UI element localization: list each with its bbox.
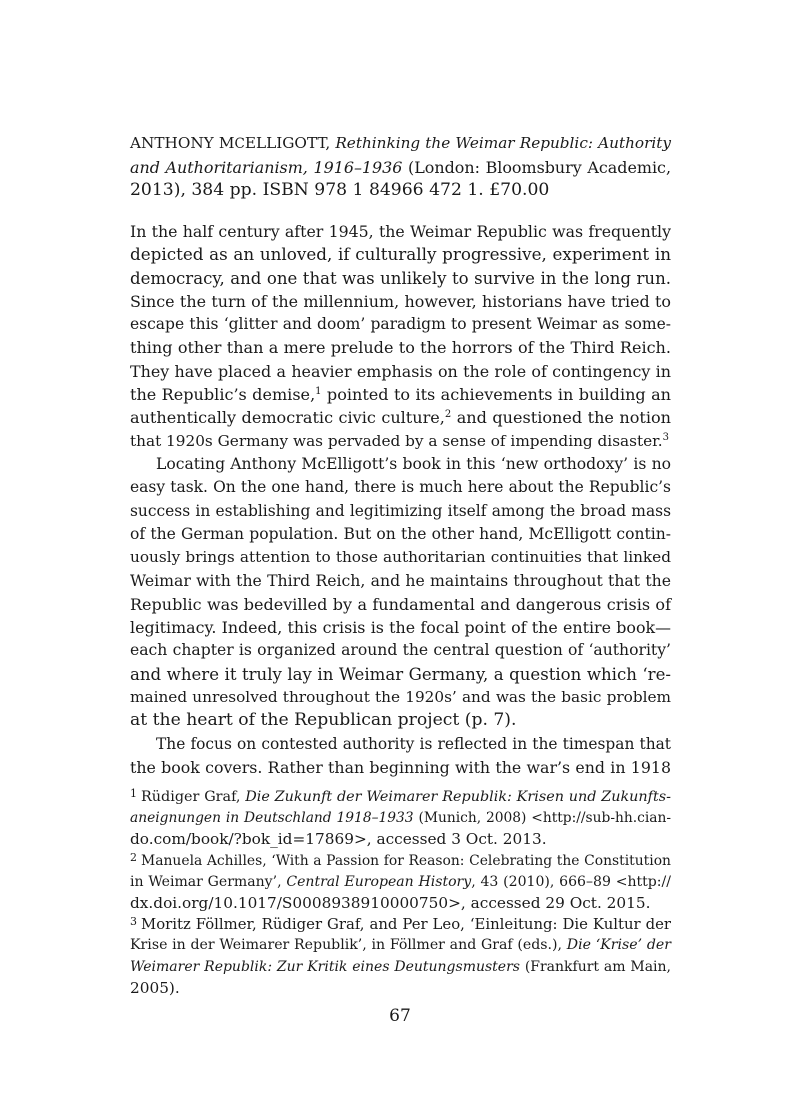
footnote-3-line-2 bbox=[130, 935, 671, 956]
body-line: success in establishing and legitimizing itself among the broad mass bbox=[130, 501, 671, 520]
publisher: (London: Bloomsbury Academic, bbox=[402, 157, 671, 177]
body-line: They have placed a heavier emphasis on the role of contingency in bbox=[130, 361, 671, 381]
footnote-1-line-3: do.com/book/?bok_id=17869>, accessed 3 Oct. 2013. bbox=[130, 830, 547, 849]
review-body bbox=[130, 220, 671, 779]
text-run: in Weimar Germany’, bbox=[130, 873, 287, 890]
body-line: at the heart of the Republican project (p. 7). bbox=[130, 710, 517, 731]
italic-title: Weimarer Republik: Zur Kritik eines Deutungsmusters bbox=[130, 958, 520, 975]
text-run: pointed to its achievements in building an bbox=[321, 385, 671, 405]
body-line: thing other than a mere prelude to the horrors of the Third Reich. bbox=[130, 338, 671, 358]
footnote-number: 1 bbox=[130, 787, 137, 800]
text-run: Manuela Achilles, ‘With a Passion for Reason: Celebrating the Constitution bbox=[141, 852, 671, 869]
author-name-smallcap: C bbox=[234, 136, 245, 152]
footnote-number: 3 bbox=[130, 915, 137, 929]
text-run: , 43 (2010), 666–89 <http:// bbox=[471, 873, 671, 890]
body-line: Locating Anthony McElligott’s book in this ‘new orthodoxy’ is no bbox=[156, 454, 671, 473]
italic-title: Central European History bbox=[286, 873, 472, 890]
body-line: mained unresolved throughout the 1920s’ and was the basic problem bbox=[130, 687, 671, 706]
body-line: Weimar with the Third Reich, and he maintains throughout that the bbox=[130, 571, 671, 591]
footnote-3-line-3 bbox=[130, 957, 671, 978]
body-line: The focus on contested authority is reflected in the timespan that bbox=[156, 734, 671, 753]
citation-line-3: 2013), 384 pp. ISBN 978 1 84966 472 1. £70.00 bbox=[130, 180, 550, 200]
page-number: 67 bbox=[389, 1006, 411, 1026]
text-run: (Munich, 2008) <http://sub-hh.cian- bbox=[413, 810, 671, 827]
footnote-1-line-1 bbox=[130, 787, 671, 808]
author-name-rest: ELLIGOTT bbox=[244, 134, 326, 152]
body-line bbox=[130, 406, 671, 429]
body-line: and where it truly lay in Weimar Germany, a question which ‘re- bbox=[130, 664, 671, 684]
book-citation-header bbox=[130, 132, 671, 203]
text-run: Moritz Föllmer, Rüdiger Graf, and Per Leo, ‘Einleitung: Die Kultur der bbox=[141, 915, 671, 934]
body-line: uously brings attention to those authoritarian continuities that linked bbox=[130, 548, 671, 567]
body-line: the book covers. Rather than beginning with the war’s end in 1918 bbox=[130, 757, 671, 777]
text-run: that 1920s Germany was pervaded by a sense of impending disaster. bbox=[130, 431, 663, 450]
paragraph-2 bbox=[130, 453, 671, 709]
citation-line-2 bbox=[130, 156, 671, 180]
footnote-1-line-2 bbox=[130, 808, 671, 829]
footnote-ref-3: 3 bbox=[662, 431, 669, 443]
citation-line-1 bbox=[130, 132, 671, 156]
footnote-2-line-3: dx.doi.org/10.1017/S0008938910000750>, accessed 29 Oct. 2015. bbox=[130, 893, 651, 912]
footnote-number: 2 bbox=[130, 850, 137, 864]
text-run: (Frankfurt am Main, bbox=[519, 958, 671, 975]
italic-title: aneignungen in Deutschland 1918–1933 bbox=[130, 810, 414, 827]
paragraph-1 bbox=[130, 220, 671, 383]
paragraph-3 bbox=[130, 733, 671, 780]
body-line: legitimacy. Indeed, this crisis is the focal point of the entire book— bbox=[130, 618, 671, 638]
footnote-ref-2: 2 bbox=[444, 409, 452, 421]
text-run: and questioned the notion bbox=[451, 408, 671, 428]
book-title-cont: and Authoritarianism, 1916–1936 bbox=[130, 157, 403, 177]
footnote-2-line-1 bbox=[130, 851, 671, 872]
text-run: Rüdiger Graf, bbox=[141, 789, 246, 805]
body-line: democracy, and one that was unlikely to survive in the long run. bbox=[130, 268, 671, 288]
body-line bbox=[130, 430, 671, 453]
body-line bbox=[130, 383, 671, 406]
body-line: easy task. On the one hand, there is much here about the Republic’s bbox=[130, 478, 671, 497]
body-line: In the half century after 1945, the Weimar Republic was frequently bbox=[130, 222, 671, 241]
separator: , bbox=[325, 134, 336, 152]
book-title: Rethinking the Weimar Republic: Authority bbox=[335, 134, 671, 152]
body-line: Republic was bedevilled by a fundamental and dangerous crisis of bbox=[130, 594, 671, 614]
author-name: ANTHONY M bbox=[130, 134, 235, 152]
footnote-2-line-2 bbox=[130, 872, 671, 893]
italic-title: Die ‘Krise’ der bbox=[566, 937, 671, 954]
text-run: Krise in der Weimarer Republik’, in Föllmer and Graf (eds.), bbox=[130, 937, 567, 954]
text-run: authentically democratic civic culture, bbox=[130, 408, 445, 428]
body-line: depicted as an unloved, if culturally progressive, experiment in bbox=[130, 244, 671, 265]
text-run: the Republic’s demise, bbox=[130, 385, 316, 405]
body-line: Since the turn of the millennium, however, historians have tried to bbox=[130, 291, 671, 311]
footnotes bbox=[130, 787, 671, 999]
footnote-ref-1: 1 bbox=[315, 386, 322, 398]
body-line: of the German population. But on the other hand, McElligott contin- bbox=[130, 524, 671, 543]
body-line: each chapter is organized around the central question of ‘authority’ bbox=[130, 641, 671, 660]
footnote-3-line-4: 2005). bbox=[130, 978, 180, 997]
italic-title: Die Zukunft der Weimarer Republik: Krisen und Zukunfts- bbox=[245, 789, 671, 805]
body-line: escape this ‘glitter and doom’ paradigm to present Weimar as some- bbox=[130, 315, 671, 334]
footnote-3-line-1 bbox=[130, 914, 671, 935]
